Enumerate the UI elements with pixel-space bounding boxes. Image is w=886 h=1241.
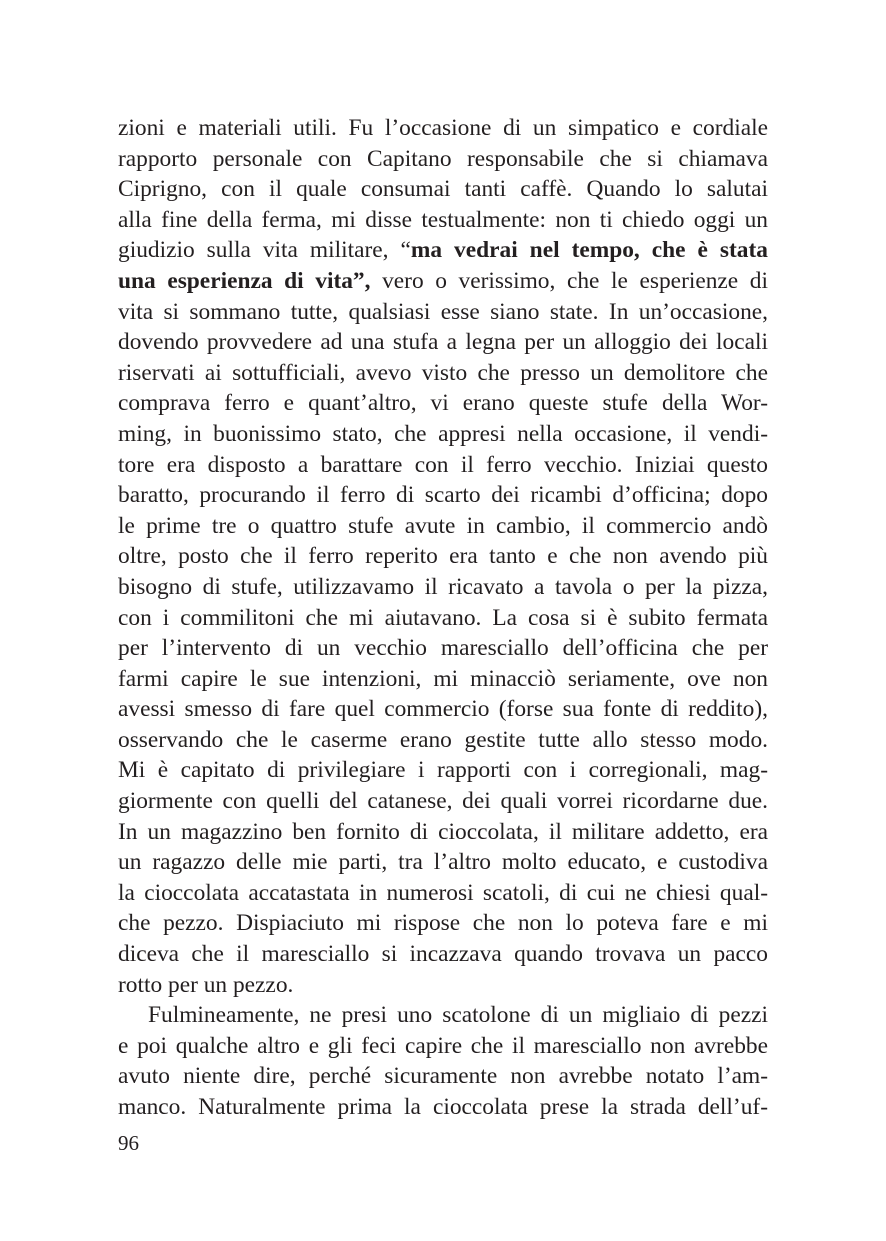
paragraph-first-line: Fulmineamente, ne presi uno scatolone di un migliaio di pezzi bbox=[148, 1002, 768, 1029]
text-line: le prime tre o quattro stufe avute in cambio, il commercio andò bbox=[118, 512, 768, 539]
text-line: ming, in buonissimo stato, che appresi nella occasione, il vendi- bbox=[118, 420, 768, 447]
text-line: farmi capire le sue intenzioni, mi minacciò seriamente, ove non bbox=[118, 665, 768, 692]
text-line: osservando che le caserme erano gestite tutte allo stesso modo. bbox=[118, 726, 768, 753]
text-line: Mi è capitato di privilegiare i rapporti con i corregionali, mag- bbox=[118, 757, 768, 784]
text-line: rapporto personale con Capitano responsabile che si chiamava bbox=[118, 145, 768, 172]
text-line: avessi smesso di fare quel commercio (forse sua fonte di reddito), bbox=[118, 696, 768, 723]
text-line: rotto per un pezzo. bbox=[118, 971, 294, 998]
text-line: avuto niente dire, perché sicuramente non avrebbe notato l’am- bbox=[118, 1063, 768, 1090]
text-line: e poi qualche altro e gli feci capire che il maresciallo non avrebbe bbox=[118, 1032, 768, 1059]
text-span: vero o verissimo, che le esperienze di bbox=[370, 267, 768, 294]
text-line: giormente con quelli del catanese, dei quali vorrei ricordarne due. bbox=[118, 788, 768, 815]
text-line: comprava ferro e quant’altro, vi erano queste stufe della Wor- bbox=[118, 390, 768, 417]
text-line: baratto, procurando il ferro di scarto dei ricambi d’officina; dopo bbox=[118, 482, 768, 509]
text-line: riservati ai sottufficiali, avevo visto che presso un demolitore che bbox=[118, 359, 768, 386]
text-line: manco. Naturalmente prima la cioccolata prese la strada dell’uf- bbox=[118, 1094, 768, 1120]
text-line: tore era disposto a barattare con il ferro vecchio. Iniziai questo bbox=[118, 451, 768, 478]
text-line: alla fine della ferma, mi disse testualmente: non ti chiedo oggi un bbox=[118, 206, 768, 233]
text-line: per l’intervento di un vecchio maresciallo dell’officina che per bbox=[118, 635, 768, 662]
text-line: oltre, posto che il ferro reperito era tanto e che non avendo più bbox=[118, 543, 768, 570]
text-line: zioni e materiali utili. Fu l’occasione di un simpatico e cordiale bbox=[118, 115, 768, 141]
text-line: la cioccolata accatastata in numerosi scatoli, di cui ne chiesi qual- bbox=[118, 879, 768, 906]
text-line: In un magazzino ben fornito di cioccolata, il militare addetto, era bbox=[118, 818, 768, 845]
text-line: Ciprigno, con il quale consumai tanti caffè. Quando lo salutai bbox=[118, 176, 768, 203]
text-line: che pezzo. Dispiaciuto mi rispose che non lo poteva fare e mi bbox=[118, 910, 768, 937]
body-text bbox=[118, 113, 768, 1123]
text-line: un ragazzo delle mie parti, tra l’altro molto educato, e custodiva bbox=[118, 849, 768, 876]
text-line: dovendo provvedere ad una stufa a legna per un alloggio dei locali bbox=[118, 329, 768, 356]
text-line: con i commilitoni che mi aiutavano. La cosa si è subito fermata bbox=[118, 604, 768, 631]
text-line bbox=[118, 235, 768, 266]
text-line: diceva che il maresciallo si incazzava quando trovava un pacco bbox=[118, 941, 768, 968]
text-line bbox=[118, 266, 768, 297]
text-line: vita si sommano tutte, qualsiasi esse siano state. In un’occasione, bbox=[118, 298, 768, 325]
page-number: 96 bbox=[118, 1131, 139, 1155]
bold-quote: ma vedrai nel tempo, che è stata bbox=[410, 237, 768, 264]
text-line: bisogno di stufe, utilizzavamo il ricavato a tavola o per la pizza, bbox=[118, 573, 768, 600]
bold-quote: una esperienza di vita”, bbox=[118, 267, 371, 294]
text-span: giudizio sulla vita militare, “ bbox=[118, 237, 411, 264]
